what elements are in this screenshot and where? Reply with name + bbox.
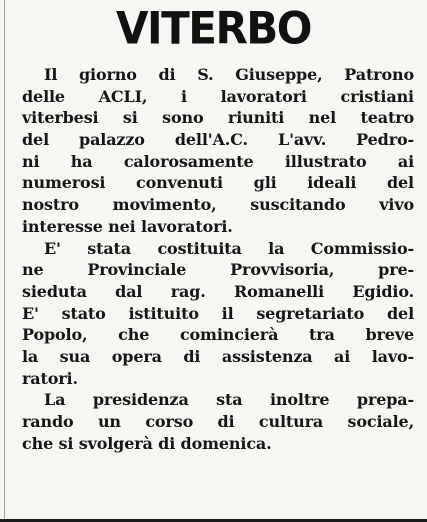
- headline: VITERBO: [115, 2, 312, 55]
- text-line: ni ha calorosamente illustrato ai: [22, 151, 414, 171]
- text-line: Popolo, che comincierà tra breve: [22, 325, 414, 345]
- text-line: interesse nei lavoratori.: [22, 216, 233, 236]
- text-line: sieduta dal rag. Romanelli Egidio.: [22, 281, 414, 301]
- text-line: La presidenza sta inoltre prepa-: [44, 390, 414, 410]
- text-line: numerosi convenuti gli ideali del: [22, 173, 414, 193]
- text-line: nostro movimento, suscitando vivo: [22, 195, 414, 215]
- text-line: rando un corso di cultura sociale,: [22, 412, 414, 431]
- column-rule: [4, 0, 5, 522]
- text-line: del palazzo dell'A.C. L'avv. Pedro-: [22, 130, 414, 150]
- text-line: E' stato istituito il segretariato del: [22, 303, 414, 323]
- text-line: ratori.: [22, 368, 78, 388]
- text-line: che si svolgerà di domenica.: [22, 433, 272, 453]
- article-body: [22, 64, 414, 454]
- text-line: delle ACLI, i lavoratori cristiani: [22, 86, 414, 106]
- text-line: la sua opera di assistenza ai lavo-: [22, 346, 414, 366]
- text-line: E' stata costituita la Commissio-: [44, 238, 414, 258]
- text-line: viterbesi si sono riuniti nel teatro: [22, 108, 414, 128]
- text-line: Il giorno di S. Giuseppe, Patrono: [44, 65, 414, 84]
- text-line: ne Provinciale Provvisoria, pre-: [22, 260, 414, 280]
